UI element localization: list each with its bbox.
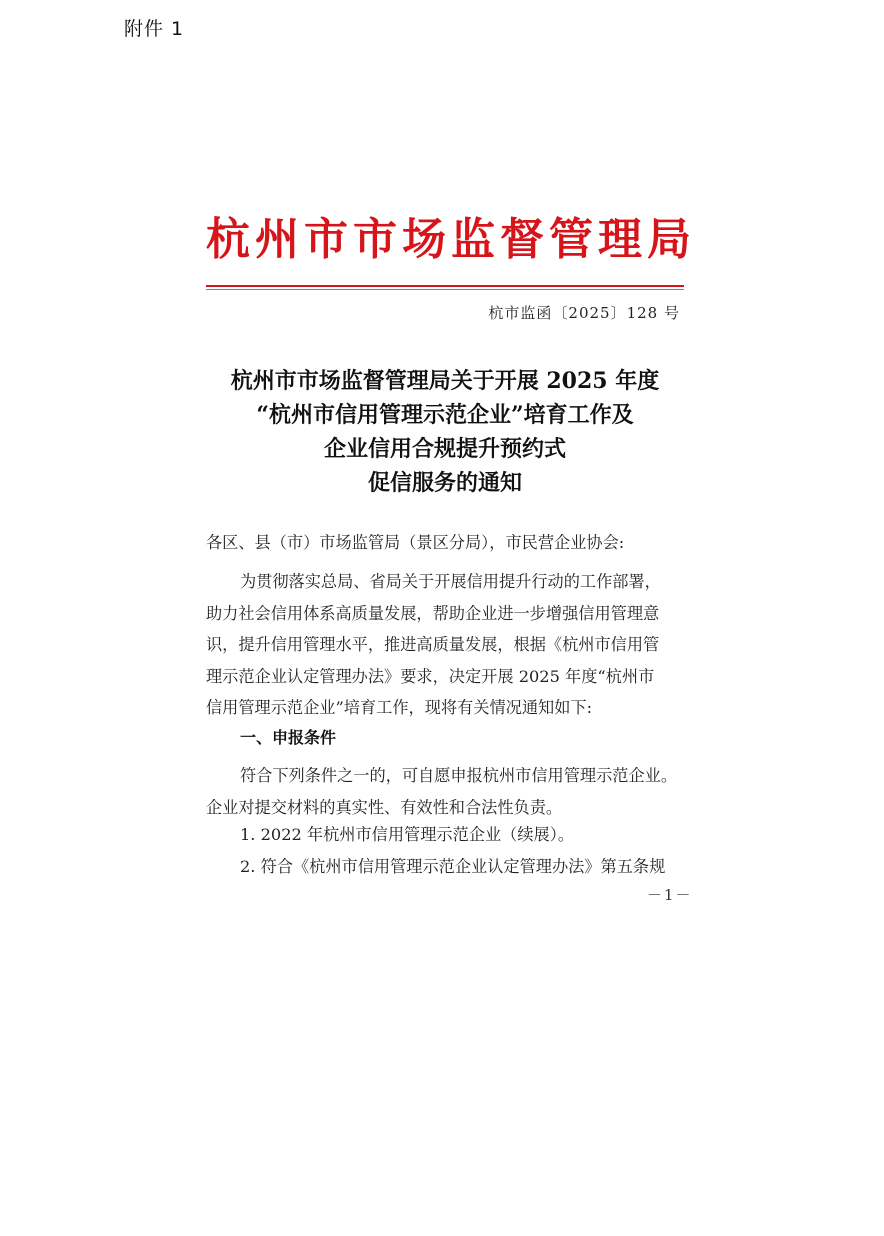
intro-paragraph: [206, 566, 690, 724]
title-line: 企业信用合规提升预约式: [323, 436, 566, 462]
attachment-label: 附件 1: [124, 18, 185, 40]
red-divider-line-thin: [206, 289, 684, 290]
red-divider-line: [206, 285, 684, 287]
paragraph-line: 为贯彻落实总局、省局关于开展信用提升行动的工作部署，: [240, 572, 661, 591]
paragraph-line: 信用管理示范企业”培育工作，现将有关情况通知如下:: [206, 698, 593, 717]
conditions-paragraph: [206, 760, 690, 823]
paragraph-line: 识，提升信用管理水平，推进高质量发展，根据《杭州市信用管: [206, 635, 660, 654]
page-number: －1－: [647, 886, 693, 904]
paragraph-line: 理示范企业认定管理办法》要求，决定开展 2025 年度“杭州市: [206, 666, 655, 686]
list-item: 1. 2022 年杭州市信用管理示范企业（续展）。: [240, 825, 575, 844]
agency-header: 杭州市市场监督管理局: [206, 214, 696, 265]
list-item: 2. 符合《杭州市信用管理示范企业认定管理办法》第五条规: [240, 857, 666, 876]
paragraph-line: 助力社会信用体系高质量发展，帮助企业进一步增强信用管理意: [206, 603, 660, 623]
document-number: 杭市监函〔2025〕128 号: [488, 304, 680, 322]
title-line: 促信服务的通知: [367, 470, 522, 496]
paragraph-line: 符合下列条件之一的，可自愿申报杭州市信用管理示范企业。: [240, 766, 678, 785]
section-heading: 一、申报条件: [240, 728, 337, 747]
document-title: [190, 364, 700, 500]
title-line: 杭州市市场监督管理局关于开展 2025 年度: [230, 368, 660, 394]
addressee: 各区、县（市）市场监管局（景区分局），市民营企业协会:: [206, 533, 625, 552]
title-line: “杭州市信用管理示范企业”培育工作及: [256, 402, 634, 428]
paragraph-line: 企业对提交材料的真实性、有效性和合法性负责。: [206, 797, 563, 817]
